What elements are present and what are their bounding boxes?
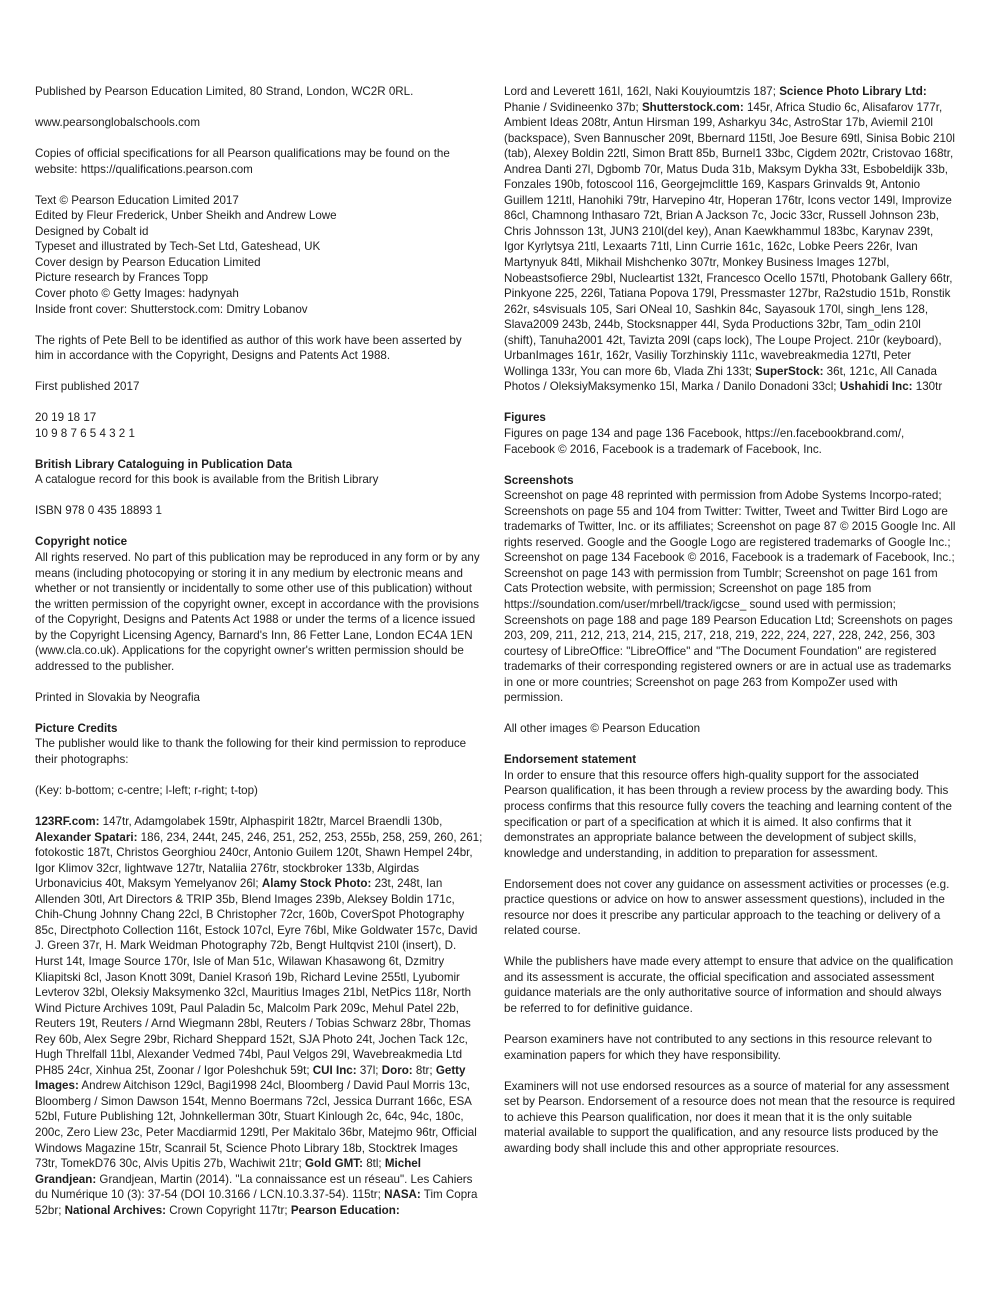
production-line: Cover photo © Getty Images: hadynyah [35,286,239,300]
screenshots-text: Screenshot on page 48 reprinted with permission from Adobe Systems Incorpo-rated; Screenshots on page 55 and 104 from Twitter: Twitter, Tweet and Twitter Bird Logo are trademarks of Twitter, Inc. or its affiliates; Screenshot on page 87 © 2015 Google Inc. All rights reserved. Google and the Google Logo are registered trademarks of Google Inc.; Screenshot on page 134 Facebook © 2016, Facebook is a trademark of Facebook, Inc.; Screenshot on page 143 with permission from Tumblr; Screenshot on page 161 from Cats Protection website, with permission; Screenshot on page 185 from https://soundation.com/user/mrbell/track/igcse_ sound used with permission; Screenshots on page 188 and page 189 Pearson Education Ltd; Screenshots on pages 203, 209, 211, 212, 213, 214, 215, 217, 218, 219, 222, 224, 227, 228, 242, 256, 303 courtesy of LibreOffice: "LibreOffice" and "The Document Foundation" are registered trademarks of their corresponding registered owners or are in actual use as trademarks in one or more countries; Screenshot on page 263 from KompoZer used with permission. [504,489,956,705]
picture-credits-intro [35,721,483,768]
credit-entries: Grandjean, Martin (2014). "La connaissance est un réseau". Les Cahiers du Numérique 10 (3): 37-54 (DOI 10.3166 / LCN.10.3.37-54). 115tr; [35,1172,473,1202]
credit-entries: 145r, Africa Studio 6c, Alisafarov 177r, Ambient Ideas 208tr, Antun Hirsman 199, Asharkyu 34c, AstroStar 17b, Aviemil 210l (backspace), Sven Bannuscher 209t, Bbernard 115tl, Joe Besure 69tl, Sinisa Bobic 210l (tab), Alexey Boldin 22tl, Simon Bratt 85b, Burnel1 33bc, Cigdem 202tr, Cristovao 168tr, Andrea Danti 27l, Dgbomb 70r, Matus Duda 31b, Maksym Dykha 33t, Esbobeldijk 33b, Fonzales 190b, fotoscool 116, Georgejmclittle 169, Kaspars Grinvalds 9t, Antonio Guillem 121tl, Hanohiki 79tr, Harvepino 4tr, Hoperan 176tr, Icons vector 149l, Improvize 86cl, Chamnong Inthasaro 72t, Brian A Jackson 7c, Jocic 33cr, Russell Johnson 23b, Chris Johnsson 13t, JUN3 210l(del key), Anan Kaewkhammul 183bc, Karynav 239t, Igor Kyrlytsya 21tl, Lexaarts 71tl, Linn Currie 161c, 162c, Lobke Peers 226r, Ivan Martynyuk 84tl, Mikhail Mishchenko 307tr, Monkey Business Images 127bl, Nobeastsofierce 29bl, Nucleartist 132t, Francesco Ocello 157tl, Photobank Gallery 66tr, Pinkyone 225, 226l, Tatiana Popova 179l, Pressmaster 127br, Ra2studio 151b, Ronstik 262r, s4svisuals 105, Sari ONeal 10, Sashkin 84c, Sayasouk 170l, singh_lens 128, Slava2009 243b, 244b, Stocksnapper 44l, Syda Productions 32br, Tam_odin 210l (shift), Tanuha2001 42t, Tavizta 209l (caps lock), The Loupe Project. 210r (keyboard), UrbanImages 161r, 162r, Vasiliy Torzhinskiy 111c, wavebreakmedia 127tl, Peter Wollinga 133r, You can more 6b, Vlada Zhi 133t; [504,100,955,378]
credit-entries: 23t, 248t, Ian Allenden 30tl, Art Directors & TRIP 35b, Blend Images 239b, Aleksey Boldin 171c, Chih-Chung Johnny Chang 22cl, B Christopher 72cr, 160b, CoverSpot Photography 85c, Directphoto Collection 116t, Estock 107cl, Eyre 76bl, Mike Goldwater 157c, David J. Green 37r, H. Mark Weidman Photography 72b, Bengt Hultqvist 210l (insert), D. Hurst 14t, Image Source 170r, Isle of Man 51c, Wilawan Khasawong 6t, Dzmitry Kliapitski 8cl, Jason Knott 309t, Daniel Krasoń 19b, Richard Levine 255tl, Lyubomir Levterov 32bl, Oleksiy Maksymenko 32cl, Mauritius Images 21bl, NetPics 118r, North Wind Picture Archives 109t, Paul Paladin 5c, Malcolm Park 209c, Mehul Patel 22b, Reuters 19t, Reuters / Arnd Wiegmann 28bl, Reuters / Tobias Schwarz 28br, Thomas Rey 60b, Alex Segre 29br, Richard Sheppard 152t, SJA Photo 24t, Jochen Tack 12c, Hugh Threlfall 11bl, Alexander Vedmed 74bl, Paul Velgos 29l, Wavebreakmedia Ltd PH85 24cr, Xinhua 25t, Zoonar / Igor Poleshchuk 59t; [35,877,478,1077]
author-rights: The rights of Pete Bell to be identified as author of this work have been asserted by him in accordance with the Copyright, Designs and Patents Act 1988. [35,333,462,363]
endorsement-paragraph: While the publishers have made every attempt to ensure that advice on the qualification and its assessment is accurate, the official specification and associated assessment guidance materials are the only authoritative source of information and should always be referred to for definitive guidance. [504,955,954,1015]
credit-agency: 123RF.com: [35,815,100,829]
credit-agency: Alexander Spatari: [35,830,138,844]
picture-credits-heading: Picture Credits [35,721,118,735]
right-column [504,84,956,1172]
credit-entries: 8tr; [412,1063,436,1077]
credit-agency: Science Photo Library Ltd: [779,85,927,98]
specifications-note: Copies of official specifications for all Pearson qualifications may be found on the website: https://qualifications.pearson.com [35,147,450,176]
copyright-text: All rights reserved. No part of this publication may be reproduced in any form or by any means (including photocopying or storing it in any medium by electronic means and whether or not transiently or incidentally to some other use of this publication) without the written permission of the copyright owner, except in accordance with the provisions of the Copyright, Designs and Patents Act 1988 or under the terms of a licence issued by the Copyright Licensing Agency, Barnard's Inn, 86 Fetter Lane, London EC4A 1EN (www.cla.co.uk). Applications for the copyright owner's written permission should be addressed to the publisher. [35,550,480,673]
endorsement-heading: Endorsement statement [504,753,637,767]
credit-entries: Lord and Leverett 161l, 162l, Naki Kouyioumtzis 187; [504,85,780,98]
credit-entries: 8tl; [362,1157,385,1171]
production-line: Inside front cover: Shutterstock.com: Dmitry Lobanov [35,302,308,316]
production-line: Text © Pearson Education Limited 2017 [35,193,239,207]
credit-agency: Pearson Education: [290,1203,400,1217]
credit-entries: 37l; [356,1063,382,1077]
credit-entries: Andrew Aitchison 129cl, Bagi1998 24cl, Bloomberg / David Paul Morris 13c, Bloomberg / Simon Dawson 154t, Menno Boermans 72cl, Jessica Durrant 166c, ESA 52bl, Future Publishing 12t, Johnkellerman 30tr, Stuart Kinlough 2c, 64c, 94c, 180c, 200c, Zero Liew 23c, Peter Macdiarmid 129tl, Per Makitalo 36br, Matejmo 96tr, Official Windows Magazine 15tr, Scanrail 5t, Science Photo Library 18b, Stocktrek Images 73tr, TomekD76 30c, Alvis Upitis 27b, Wachiwit 21tr; [35,1079,477,1171]
credit-entries: 186, 234, 244t, 245, 246, 251, 252, 253, 255b, 258, 259, 260, 261; fotokostic 187t, Christos Georghiou 240cr, Antonio Guilem 120t, Shawn Hempel 24br, Igor Klimov 32cr, lightwave 127tr, Nataliia 276tr, stockbroker 133b, Algirdas Urbonavicius 40t, Maksym Yemelyanov 26l; [35,830,483,891]
cip-heading: British Library Cataloguing in Publication Data [35,457,293,471]
endorsement-paragraph: In order to ensure that this resource offers high-quality support for the associated Pearson qualification, it has been through a review process by the awarding body. This process confirms that this resource fully covers the teaching and learning content of the specification or part of a specification at which it is aimed. It also confirms that it demonstrates an appropriate balance between the development of subject skills, knowledge and understanding, in addition to preparation for assessment. [504,768,952,860]
credit-agency: Gold GMT: [305,1157,363,1171]
other-images-note: All other images © Pearson Education [504,722,701,736]
credit-agency: NASA: [384,1188,421,1202]
credit-entries: 36t, 121c, All Canada Photos / OleksiyMaksymenko 15l, Marka / Danilo Donadoni 33cl; [504,364,937,394]
credit-agency: Alamy Stock Photo: [261,877,372,891]
production-line: Designed by Cobalt id [35,224,149,238]
credit-entries: Tim Copra 52br; [35,1188,478,1217]
credit-agency: National Archives: [64,1203,167,1217]
endorsement-paragraph: Examiners will not use endorsed resources as a source of material for any assessment set by Pearson. Endorsement of a resource does not mean that the resource is required to achieve this Pearson qualification, nor does it mean that it is the only suitable material available to support the qualification, and any resource lists produced by the awarding body shall include this and other appropriate resources. [504,1079,956,1155]
endorsement-section [504,752,956,861]
credit-agency: Michel Grandjean: [35,1157,421,1186]
print-years: 20 19 18 17 [35,411,97,425]
print-numbers: 10 9 8 7 6 5 4 3 2 1 [35,426,135,440]
credit-agency: Doro: [381,1063,413,1077]
publisher-address: Published by Pearson Education Limited, 80 Strand, London, WC2R 0RL. [35,85,414,98]
credit-agency: Ushahidi Inc: [839,380,913,394]
credit-entries: Crown Copyright 117tr; [166,1203,291,1217]
cip-text: A catalogue record for this book is available from the British Library [35,473,379,487]
printed-in: Printed in Slovakia by Neografia [35,690,200,704]
copyright-section [35,534,483,674]
credit-entries: 130tr [912,380,943,394]
figures-text: Figures on page 134 and page 136 Facebook, https://en.facebookbrand.com/, Facebook © 2016, Facebook is a trademark of Facebook, Inc. [504,426,905,456]
credit-agency: SuperStock: [755,364,824,378]
credit-agency: Getty Images: [35,1063,466,1093]
picture-credits-continued [504,84,956,395]
screenshots-heading: Screenshots [504,473,574,487]
production-credits [35,193,483,317]
credit-agency: Shutterstock.com: [641,100,744,114]
copyright-heading: Copyright notice [35,535,128,549]
credit-agency: CUI Inc: [312,1063,357,1077]
production-line: Typeset and illustrated by Tech-Set Ltd, Gateshead, UK [35,240,321,254]
production-line: Picture research by Frances Topp [35,271,209,285]
cip-section [35,457,483,488]
credit-entries: Phanie / Svidineenko 37b; [504,100,642,114]
left-column [35,84,483,1234]
isbn: ISBN 978 0 435 18893 1 [35,504,162,518]
endorsement-paragraph: Endorsement does not cover any guidance on assessment activities or processes (e.g. practice questions or advice on how to answer assessment questions), included in the resource nor does it prescribe any particular approach to the teaching or delivery of a related course. [504,877,950,938]
credits-key: (Key: b-bottom; c-centre; l-left; r-right; t-top) [35,784,258,798]
figures-heading: Figures [504,411,546,425]
credit-entries: 147tr, Adamgolabek 159tr, Alphaspirit 182tr, Marcel Braendli 130b, [99,815,443,829]
picture-credits-list [35,814,483,1218]
production-line: Cover design by Pearson Education Limited [35,255,261,269]
print-line [35,410,483,441]
picture-credits-intro-text: The publisher would like to thank the following for their kind permission to reproduce their photographs: [35,737,467,766]
production-line: Edited by Fleur Frederick, Unber Sheikh and Andrew Lowe [35,209,337,223]
website-link[interactable]: www.pearsonglobalschools.com [35,116,200,130]
figures-section [504,410,956,457]
endorsement-paragraph: Pearson examiners have not contributed to any sections in this resource relevant to examination papers for which they have responsibility. [504,1033,932,1062]
screenshots-section [504,473,956,706]
first-published: First published 2017 [35,380,140,394]
